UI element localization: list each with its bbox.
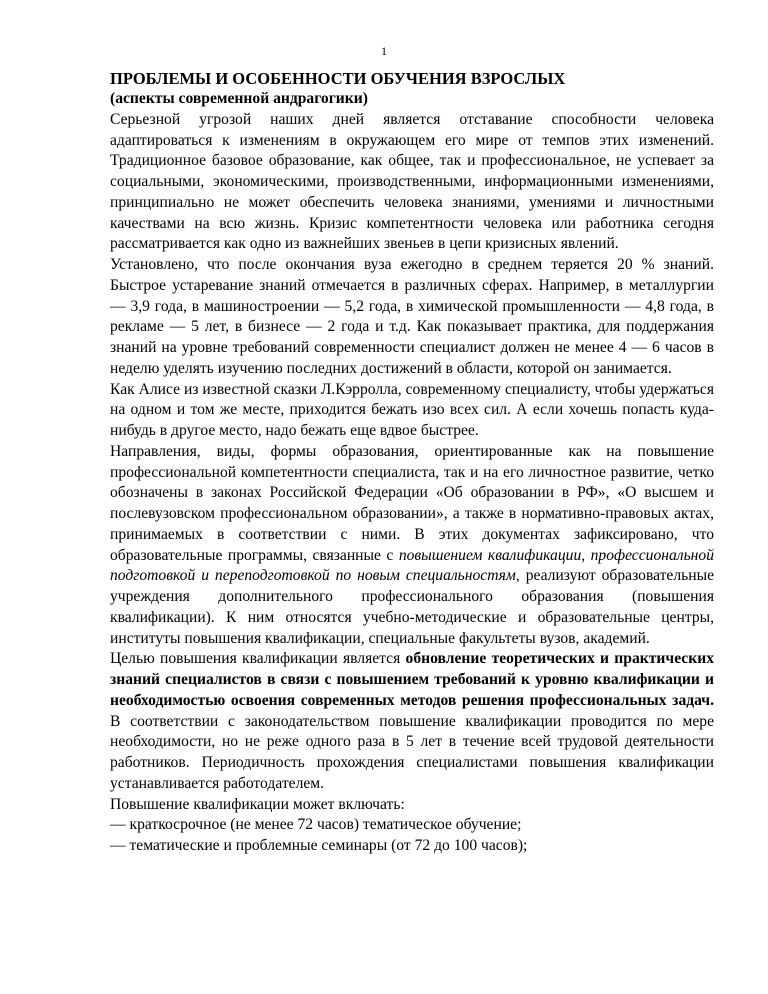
list-item: — краткосрочное (не менее 72 часов) тематическое обучение; — [110, 816, 522, 834]
paragraph-intro: Серьезной угрозой наших дней является отставание способности человека адаптироваться к изменениям в окружающем его мире от темпов этих изменений. Традиционное базовое образование, как общее, так и профессиональное, не успевает за социальными, экономическими, производственными, информационными изменениями, принципиально не может обеспечить человека знаниями, умениями и личностными качествами на всю жизнь. Кризис компетентности человека или работника сегодня рассматривается как одно из важнейших звеньев в цепи кризисных явлений. — [110, 110, 714, 253]
paragraph-text: В соответствии с законодательством повышение квалификации проводится по мере необходимости, но не реже одного раза в 5 лет в течение всей трудовой деятельности работников. Периодичность прохождения специалистами повышения квалификации устанавливается работодателем. — [110, 712, 714, 792]
paragraph-alice-quote: Как Алисе из известной сказки Л.Кэрролла, современному специалисту, чтобы удержаться на одном и том же месте, приходится бежать изо всех сил. А если хочешь попасть куда-нибудь в другое место, надо бежать еще вдвое быстрее. — [110, 380, 714, 439]
paragraph-text: Направления, виды, формы образования, ориентированные как на повышение профессиональной компетентности специалиста, так и на его личностное развитие, четко обозначены в законах Российской Федерации «Об образовании в РФ», «О высшем и послевузовском профессиональном образовании», а также в нормативно-правовых актах, принимаемых в соответствии с ними. В этих документах зафиксировано, что образовательные программы, связанные с — [110, 442, 714, 564]
paragraph-qualification-goal — [110, 649, 714, 794]
paragraph-knowledge-loss: Установлено, что после окончания вуза ежегодно в среднем теряется 20 % знаний. Быстрое устаревание знаний отмечается в различных сферах. Например, в металлургии — 3,9 года, в машиностроении — 5,2 года, в химической промышленности — 4,8 года, в рекламе — 5 лет, в бизнесе — 2 года и т.д. Как показывает практика, для поддержания знаний на уровне требований современности специалист должен не менее 4 — 6 часов в неделю уделять изучению последних достижений в области, которой он занимается. — [110, 256, 714, 377]
paragraph-education-directions — [110, 442, 714, 650]
italic-emphasis: повышением квалификации, профессиональной подготовкой и переподготовкой по новым специальностям — [110, 546, 714, 585]
document-subtitle: (аспекты современной андрагогики) — [110, 90, 368, 107]
paragraph-text: , реализуют образовательные учреждения дополнительного профессионального образования (повышения квалификации). К ним относятся учебно-методические и образовательные центры, институты повышения квалификации, специальные факультеты вузов, академий. — [110, 567, 714, 647]
document-title: ПРОБЛЕМЫ И ОСОБЕННОСТИ ОБУЧЕНИЯ ВЗРОСЛЫХ — [110, 69, 566, 88]
list-item: — тематические и проблемные семинары (от 72 до 100 часов); — [110, 837, 528, 854]
page-number: 1 — [381, 44, 387, 58]
paragraph-text: Целью повышения квалификации является — [110, 650, 406, 668]
list-intro: Повышение квалификации может включать: — [110, 795, 405, 813]
bold-emphasis: обновление теоретических и практических знаний специалистов в связи с повышением требований к уровню квалификации и необходимостью освоения современных методов решения профессиональных задач. — [110, 650, 714, 709]
document-body — [110, 68, 714, 857]
